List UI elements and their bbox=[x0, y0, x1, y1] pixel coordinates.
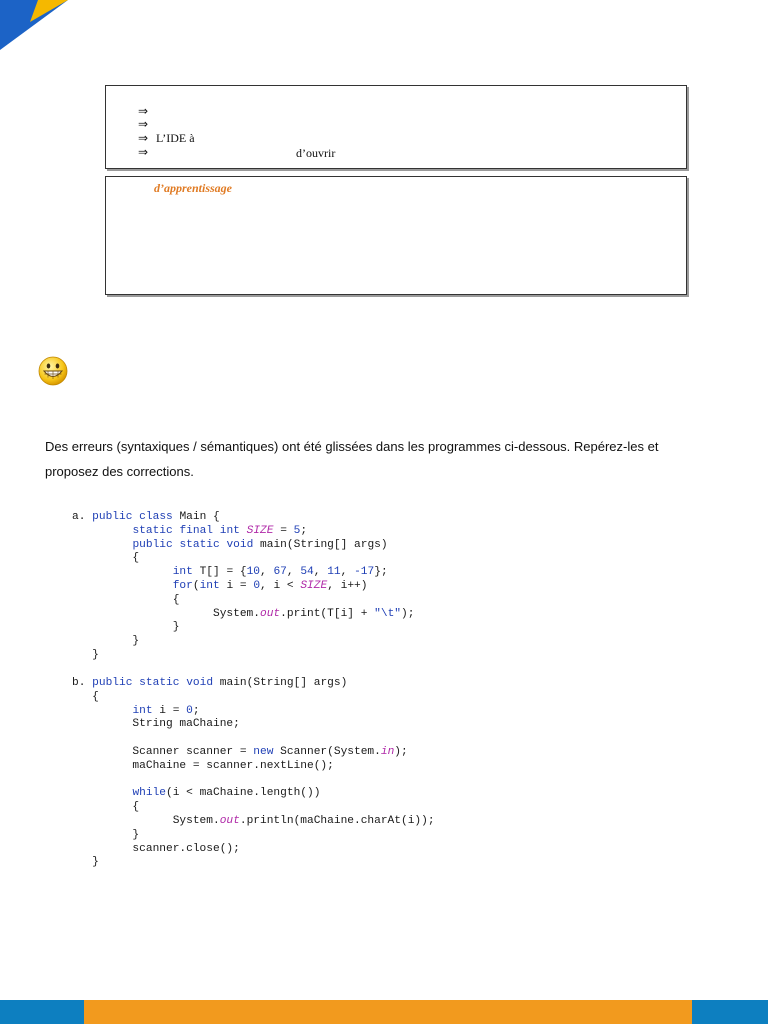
arrow-line-2 bbox=[138, 117, 156, 132]
code-line bbox=[72, 774, 92, 786]
code-line: String maChaine; bbox=[72, 718, 240, 731]
code-line: maChaine = scanner.nextLine(); bbox=[72, 759, 334, 772]
footer-right-segment bbox=[692, 1000, 768, 1024]
code-line: scanner.close(); bbox=[72, 842, 240, 855]
code-line: b. public static void main(String[] args) bbox=[72, 677, 348, 689]
exercise-label: a. bbox=[72, 511, 86, 523]
footer-bar bbox=[0, 1000, 768, 1024]
arrow-icon: ⇒ bbox=[138, 131, 149, 145]
grinning-smiley-icon bbox=[38, 356, 68, 386]
code-line: } bbox=[72, 828, 140, 841]
code-line: { bbox=[72, 552, 140, 565]
code-line: int i = 0; bbox=[132, 704, 200, 717]
code-line: public static void main(String[] args) bbox=[132, 538, 388, 551]
code-line: } bbox=[72, 621, 180, 634]
trailing-text: d’ouvrir bbox=[296, 146, 336, 160]
code-line bbox=[72, 732, 92, 744]
objectives-heading: d’apprentissage bbox=[154, 181, 232, 195]
code-line: } bbox=[72, 856, 99, 869]
arrow-icon: ⇒ bbox=[138, 145, 149, 159]
code-line: } bbox=[72, 635, 140, 648]
arrow-line-3: ⇒ L’IDE à bbox=[138, 131, 195, 145]
corner-decoration bbox=[0, 0, 80, 60]
code-line: { bbox=[72, 593, 180, 606]
footer-middle-segment bbox=[84, 1000, 692, 1024]
exercise-instructions: Des erreurs (syntaxiques / sémantiques) ont été glissées dans les programmes ci-dessous. Repérez-les et proposez des corrections. bbox=[45, 439, 659, 479]
code-line: } bbox=[72, 648, 99, 661]
code-block-a bbox=[72, 511, 414, 663]
objectives-box bbox=[105, 176, 687, 295]
arrow-line-4 bbox=[138, 145, 156, 160]
footer-left-segment bbox=[0, 1000, 84, 1024]
code-line: int T[] = {10, 67, 54, 11, -17}; bbox=[172, 566, 388, 579]
code-block-b bbox=[72, 677, 435, 870]
header-box bbox=[105, 85, 687, 169]
arrow-icon: ⇒ bbox=[138, 117, 149, 131]
code-line: { bbox=[72, 690, 99, 703]
code-line: while(i < maChaine.length()) bbox=[132, 787, 321, 800]
code-line: System.out.println(maChaine.charAt(i)); bbox=[72, 814, 435, 827]
code-line: Scanner scanner = new Scanner(System.in); bbox=[72, 745, 408, 758]
code-line: for(int i = 0, i < SIZE, i++) bbox=[172, 579, 368, 592]
code-line: static final int SIZE = 5; bbox=[132, 524, 308, 537]
code-line: a. public class Main { bbox=[72, 511, 220, 523]
exercise-label: b. bbox=[72, 677, 86, 689]
arrow-icon: ⇒ bbox=[138, 104, 149, 118]
code-line: System.out.print(T[i] + "\t"); bbox=[72, 607, 415, 620]
code-line: { bbox=[72, 801, 140, 814]
